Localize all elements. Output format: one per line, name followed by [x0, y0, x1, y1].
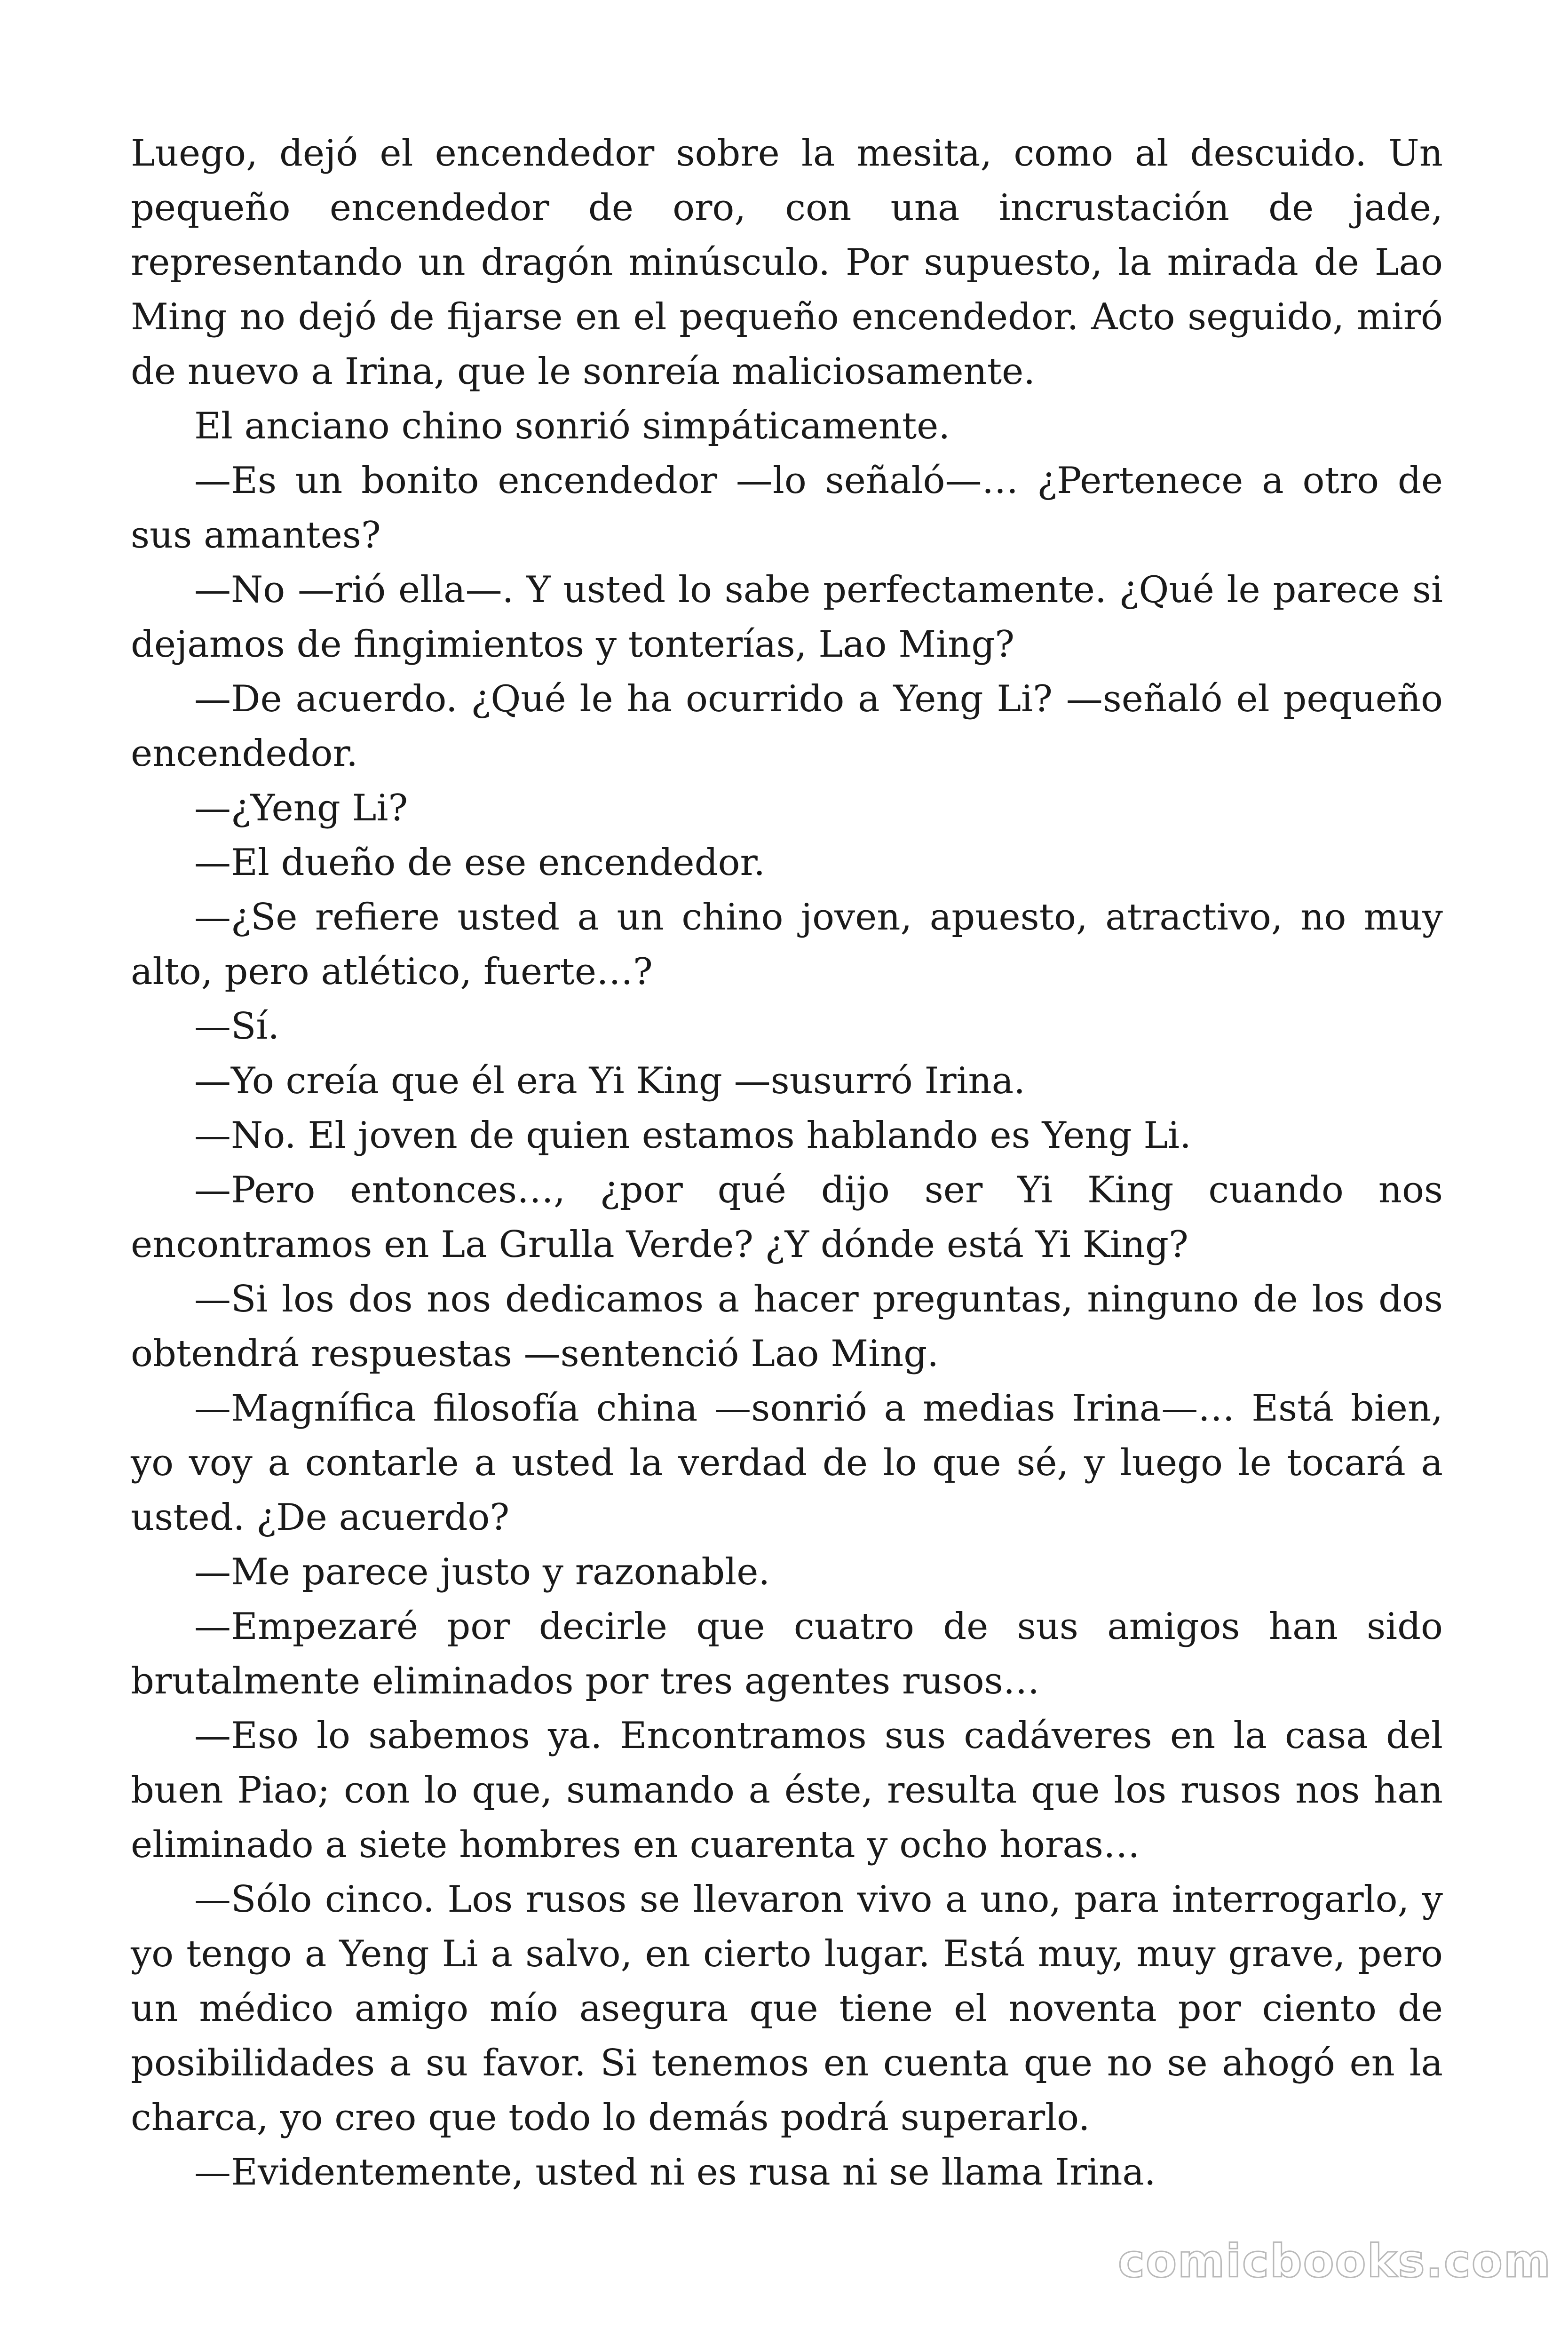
page-body-text — [131, 126, 1443, 2200]
paragraph: El anciano chino sonrió simpáticamente. — [194, 405, 950, 447]
paragraph: —¿Yeng Li? — [194, 787, 408, 829]
paragraph: —Evidentemente, usted ni es rusa ni se llama Irina. — [194, 2151, 1156, 2193]
paragraph: —No. El joven de quien estamos hablando es Yeng Li. — [194, 1114, 1191, 1157]
watermark-text: comicbooks.com — [1118, 2235, 1552, 2288]
paragraph: —Magnífica filosofía china —sonrió a medias Irina—… Está bien, yo voy a contarle a usted la verdad de lo que sé, y luego le tocará a usted. ¿De acuerdo? — [131, 1387, 1443, 1539]
paragraph: —Es un bonito encendedor —lo señaló—… ¿Pertenece a otro de sus amantes? — [131, 460, 1443, 556]
paragraph: —De acuerdo. ¿Qué le ha ocurrido a Yeng Li? —señaló el pequeño encendedor. — [131, 678, 1443, 775]
paragraph: —No —rió ella—. Y usted lo sabe perfectamente. ¿Qué le parece si dejamos de fingimientos y tonterías, Lao Ming? — [131, 569, 1443, 666]
watermark-logo — [1118, 2230, 1552, 2296]
paragraph: —¿Se refiere usted a un chino joven, apuesto, atractivo, no muy alto, pero atlético, fuerte…? — [131, 896, 1443, 993]
paragraph: —Pero entonces…, ¿por qué dijo ser Yi King cuando nos encontramos en La Grulla Verde? ¿Y dónde está Yi King? — [131, 1169, 1443, 1266]
paragraph: —Sólo cinco. Los rusos se llevaron vivo a uno, para interrogarlo, y yo tengo a Yeng Li a salvo, en cierto lugar. Está muy, muy grave, pero un médico amigo mío asegura que tiene el noventa por ciento de posibilidades a su favor. Si tenemos en cuenta que no se ahogó en la charca, yo creo que todo lo demás podrá superarlo. — [131, 1878, 1443, 2139]
paragraph: —Eso lo sabemos ya. Encontramos sus cadáveres en la casa del buen Piao; con lo que, sumando a éste, resulta que los rusos nos han eliminado a siete hombres en cuarenta y ocho horas… — [131, 1715, 1443, 1866]
paragraph: —Me parece justo y razonable. — [194, 1551, 770, 1593]
paragraph: —El dueño de ese encendedor. — [194, 842, 765, 884]
paragraph: Luego, dejó el encendedor sobre la mesita, como al descuido. Un pequeño encendedor de oro, con una incrustación de jade, representando un dragón minúsculo. Por supuesto, la mirada de Lao Ming no dejó de fijarse en el pequeño encendedor. Acto seguido, miró de nuevo a Irina, que le sonreía maliciosamente. — [131, 132, 1443, 393]
paragraph: —Yo creía que él era Yi King —susurró Irina. — [194, 1060, 1026, 1102]
paragraph: —Si los dos nos dedicamos a hacer preguntas, ninguno de los dos obtendrá respuestas —sentenció Lao Ming. — [131, 1278, 1443, 1375]
paragraph: —Sí. — [194, 1005, 280, 1048]
paragraph: —Empezaré por decirle que cuatro de sus amigos han sido brutalmente eliminados por tres agentes rusos… — [131, 1605, 1443, 1702]
